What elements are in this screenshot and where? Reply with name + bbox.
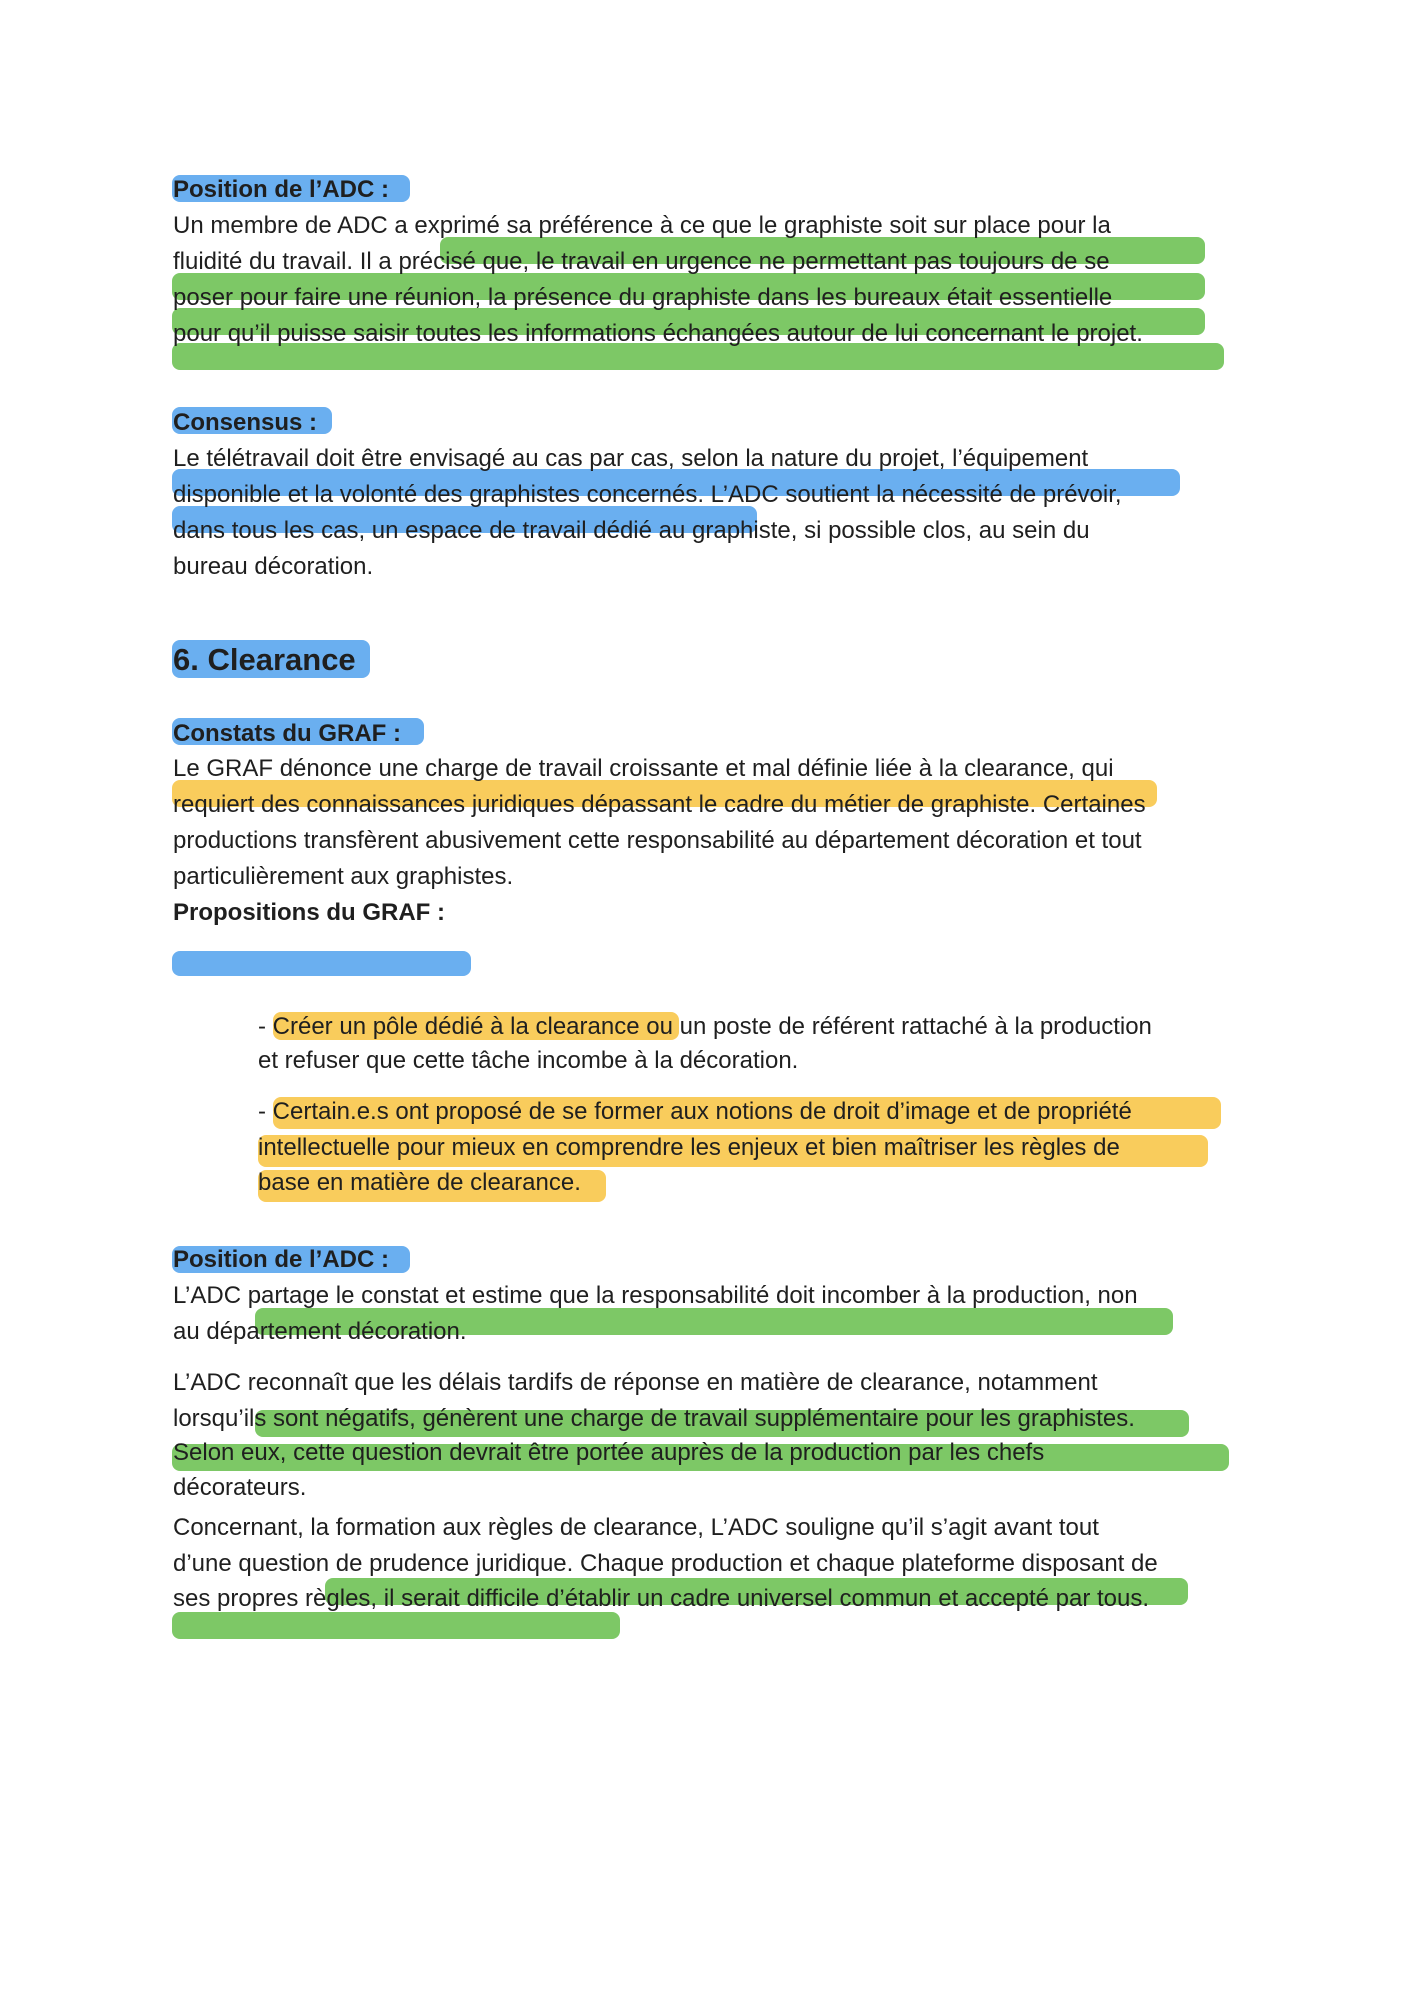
paragraph-line: disponible et la volonté des graphistes concernés. L’ADC soutient la nécessité de prévoir, xyxy=(173,481,1122,508)
bullet-item-line: - Certain.e.s ont proposé de se former aux notions de droit d’image et de propriété xyxy=(258,1098,1132,1125)
highlight-blue xyxy=(172,951,471,976)
paragraph-line: Un membre de ADC a exprimé sa préférence à ce que le graphiste soit sur place pour la xyxy=(173,212,1111,239)
paragraph-line: pour qu’il puisse saisir toutes les informations échangées autour de lui concernant le projet. xyxy=(173,320,1143,347)
paragraph-line: L’ADC reconnaît que les délais tardifs de réponse en matière de clearance, notamment xyxy=(173,1369,1098,1396)
paragraph-line: Le GRAF dénonce une charge de travail croissante et mal définie liée à la clearance, qui xyxy=(173,755,1114,782)
paragraph-line: ses propres règles, il serait difficile d’établir un cadre universel commun et accepté par tous. xyxy=(173,1585,1150,1612)
paragraph-line: Selon eux, cette question devrait être portée auprès de la production par les chefs xyxy=(173,1439,1045,1466)
paragraph-line: requiert des connaissances juridiques dépassant le cadre du métier de graphiste. Certaines xyxy=(173,791,1146,818)
paragraph-line: fluidité du travail. Il a précisé que, le travail en urgence ne permettant pas toujours de se xyxy=(173,248,1110,275)
paragraph-line: au département décoration. xyxy=(173,1318,467,1345)
paragraph-line: d’une question de prudence juridique. Chaque production et chaque plateforme disposant de xyxy=(173,1550,1158,1577)
section-heading-graf: Constats du GRAF : xyxy=(173,720,401,747)
bullet-item-line: - Créer un pôle dédié à la clearance ou un poste de référent rattaché à la production xyxy=(258,1013,1152,1040)
section-heading-adc: Position de l’ADC : xyxy=(173,1246,389,1273)
bullet-item-line: base en matière de clearance. xyxy=(258,1169,581,1196)
section-heading-consensus: Consensus : xyxy=(173,409,318,436)
paragraph-line: particulièrement aux graphistes. xyxy=(173,863,514,890)
paragraph-line: poser pour faire une réunion, la présence du graphiste dans les bureaux était essentielle xyxy=(173,284,1113,311)
highlight-green xyxy=(172,1612,620,1639)
paragraph-line: décorateurs. xyxy=(173,1474,307,1501)
paragraph-line: bureau décoration. xyxy=(173,553,374,580)
paragraph-line: Concernant, la formation aux règles de clearance, L’ADC souligne qu’il s’agit avant tout xyxy=(173,1514,1099,1541)
paragraph-line: dans tous les cas, un espace de travail dédié au graphiste, si possible clos, au sein du xyxy=(173,517,1090,544)
propositions-heading: Propositions du GRAF : xyxy=(173,899,445,926)
section-title-clearance: 6. Clearance xyxy=(173,642,356,677)
paragraph-line: L’ADC partage le constat et estime que la responsabilité doit incomber à la production, non xyxy=(173,1282,1138,1309)
paragraph-line: lorsqu’ils sont négatifs, génèrent une charge de travail supplémentaire pour les graphistes. xyxy=(173,1405,1135,1432)
section-heading-adc: Position de l’ADC : xyxy=(173,176,389,203)
paragraph-line: Le télétravail doit être envisagé au cas par cas, selon la nature du projet, l’équipement xyxy=(173,445,1089,472)
bullet-item-line: et refuser que cette tâche incombe à la décoration. xyxy=(258,1047,799,1074)
paragraph-line: productions transfèrent abusivement cette responsabilité au département décoration et tout xyxy=(173,827,1142,854)
bullet-item-line: intellectuelle pour mieux en comprendre les enjeux et bien maîtriser les règles de xyxy=(258,1134,1120,1161)
